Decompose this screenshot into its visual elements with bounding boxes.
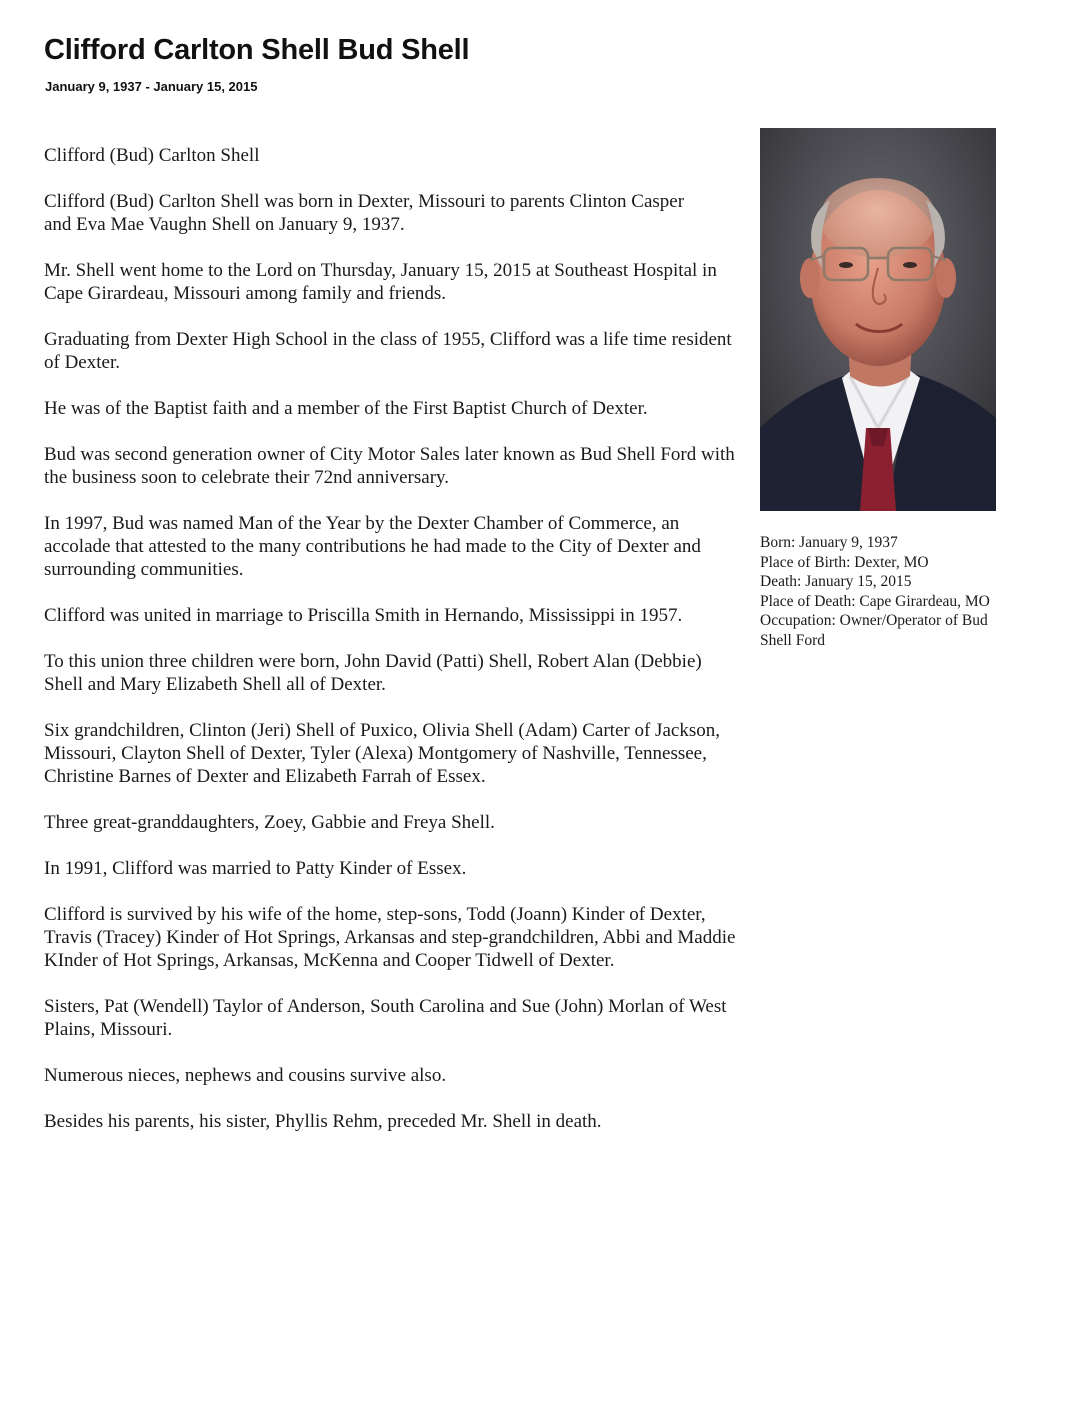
obituary-paragraph: Besides his parents, his sister, Phyllis Rehm, preceded Mr. Shell in death. (44, 1111, 602, 1132)
occupation-detail: Occupation: Owner/Operator of Bud Shell Ford (760, 612, 988, 649)
obituary-paragraph: Sisters, Pat (Wendell) Taylor of Anderson, South Carolina and Sue (John) Morlan of West Plains, Missouri. (44, 996, 727, 1040)
portrait-illustration (760, 128, 996, 511)
obituary-paragraph: Graduating from Dexter High School in the class of 1955, Clifford was a life time resident of Dexter. (44, 329, 732, 373)
obituary-paragraph: Numerous nieces, nephews and cousins survive also. (44, 1065, 447, 1086)
obituary-paragraph: Clifford (Bud) Carlton Shell (44, 145, 260, 166)
obituary-paragraph: Mr. Shell went home to the Lord on Thursday, January 15, 2015 at Southeast Hospital in Cape Girardeau, Missouri among family and friends. (44, 260, 717, 304)
death-detail: Death: January 15, 2015 (760, 573, 912, 590)
obituary-text (44, 144, 750, 1156)
obituary-paragraph: Clifford was united in marriage to Priscilla Smith in Hernando, Mississippi in 1957. (44, 605, 683, 626)
page-title: Clifford Carlton Shell Bud Shell (44, 34, 470, 66)
details-panel (760, 533, 1000, 650)
death-place-detail: Place of Death: Cape Girardeau, MO (760, 592, 990, 610)
obituary-paragraph: In 1991, Clifford was married to Patty Kinder of Essex. (44, 858, 467, 879)
obituary-paragraph: Six grandchildren, Clinton (Jeri) Shell of Puxico, Olivia Shell (Adam) Carter of Jackson, Missouri, Clayton Shell of Dexter, Tyler (Alexa) Montgomery of Nashville, Tennessee, Christine Barnes of Dexter and Elizabeth Farrah of Essex. (44, 720, 720, 787)
birth-place-detail: Place of Birth: Dexter, MO (760, 553, 929, 571)
obituary-paragraph: To this union three children were born, John David (Patti) Shell, Robert Alan (Debbie) Shell and Mary Elizabeth Shell all of Dexter. (44, 651, 702, 695)
portrait-photo (760, 128, 996, 511)
obituary-paragraph: In 1997, Bud was named Man of the Year by the Dexter Chamber of Commerce, an accolade that attested to the many contributions he had made to the City of Dexter and surrounding communities. (44, 513, 701, 580)
obituary-paragraph: Bud was second generation owner of City Motor Sales later known as Bud Shell Ford with the business soon to celebrate their 72nd anniversary. (44, 444, 735, 488)
obituary-paragraph: He was of the Baptist faith and a member of the First Baptist Church of Dexter. (44, 398, 648, 419)
life-dates: January 9, 1937 - January 15, 2015 (45, 79, 258, 94)
born-detail: Born: January 9, 1937 (760, 534, 898, 551)
obituary-paragraph: Clifford is survived by his wife of the home, step-sons, Todd (Joann) Kinder of Dexter, Travis (Tracey) Kinder of Hot Springs, Arkansas and step-grandchildren, Abbi and Maddie KInder of Hot Springs, Arkansas, McKenna and Cooper Tidwell of Dexter. (44, 904, 736, 971)
obituary-paragraph: Three great-granddaughters, Zoey, Gabbie and Freya Shell. (44, 812, 495, 833)
obituary-paragraph: Clifford (Bud) Carlton Shell was born in Dexter, Missouri to parents Clinton Casper and Eva Mae Vaughn Shell on January 9, 1937. (44, 191, 685, 235)
